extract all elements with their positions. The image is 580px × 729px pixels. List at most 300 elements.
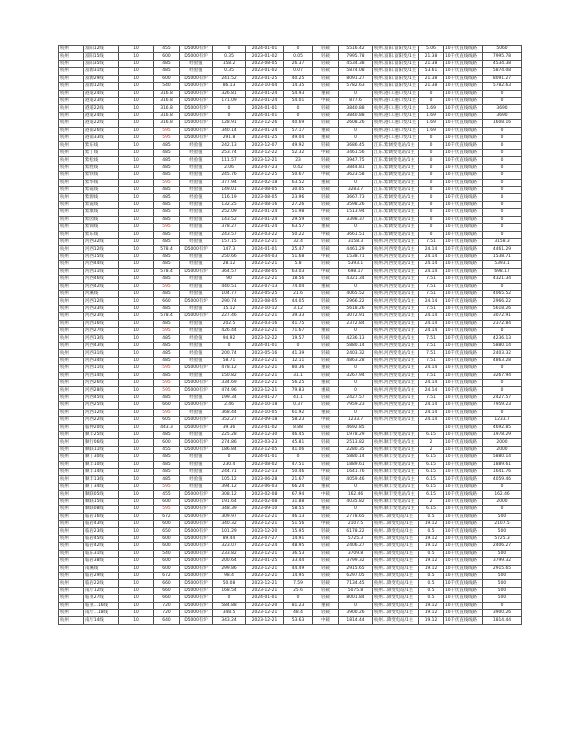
table-row — [59, 357, 522, 364]
table-cell: 轻载 — [313, 587, 339, 594]
table-cell: 杭州 — [59, 179, 84, 186]
table-cell: 重载 — [313, 365, 339, 372]
table-cell: 10千伏直线线路 — [444, 335, 483, 342]
table-cell: 32.4 — [284, 238, 313, 245]
table-cell: 3661.51 — [339, 231, 373, 238]
table-cell: 63.52 — [284, 179, 313, 186]
table-cell: 河西42线 — [84, 283, 119, 290]
table-cell: 14.91 — [284, 535, 313, 542]
table-cell: 10 — [119, 587, 154, 594]
table-cell: 485 — [154, 461, 180, 468]
table-cell: 2023-02-08 — [246, 491, 284, 498]
table-cell: 116.19 — [213, 194, 246, 201]
table-cell: 轻载 — [313, 246, 339, 253]
table-cell: 10 — [119, 320, 154, 327]
table-cell: 0 — [419, 90, 444, 97]
table-cell: 10千伏直线线路 — [444, 602, 483, 609]
table-cell: 4035.82 — [339, 498, 373, 505]
table-cell: 杭州 — [59, 216, 84, 223]
table-cell: 重载 — [313, 387, 339, 394]
table-cell: 71.67 — [284, 328, 313, 335]
table-cell: 1.69 — [419, 105, 444, 112]
table-cell: 经验值 — [180, 68, 213, 75]
table-cell: 2403.32 — [339, 350, 373, 357]
table-cell: 顺丰10线 — [84, 461, 119, 468]
table-cell: 10千伏直线线路 — [444, 112, 483, 119]
table-cell: 2023-05-16 — [246, 350, 284, 357]
table-cell: 4534.38 — [483, 60, 522, 67]
table-cell: 455 — [154, 446, 180, 453]
table-row — [59, 83, 522, 90]
table-cell: 10 — [119, 97, 154, 104]
table-cell: 河西45线 — [84, 394, 119, 401]
table-cell: 10千伏直线线路 — [444, 491, 483, 498]
table-cell: 杭州 — [59, 246, 84, 253]
table-cell: 经验值 — [180, 224, 213, 231]
table-cell: 877.6 — [339, 97, 373, 104]
table-cell: 308.12 — [213, 491, 246, 498]
table-cell: 6.15 — [419, 483, 444, 490]
table-cell: 0 — [339, 409, 373, 416]
table-cell: 485 — [154, 276, 180, 283]
table-row — [59, 506, 522, 513]
table-cell: 经验值 — [180, 261, 213, 268]
table-cell: 28.12 — [213, 261, 246, 268]
table-cell: 5060 — [483, 46, 522, 53]
table-cell: 杭州 — [59, 372, 84, 379]
table-cell: 147.3 — [213, 246, 246, 253]
table-cell: 10千伏直线线路 — [444, 617, 483, 624]
table-cell: 80.36 — [284, 365, 313, 372]
table-cell: 杭州 — [59, 120, 84, 127]
table-cell: 2.46 — [213, 402, 246, 409]
table-cell: 316.8 — [154, 97, 180, 104]
table-cell: 轻载 — [313, 424, 339, 431]
table-cell: 640 — [154, 617, 180, 624]
table-cell: 3709.8 — [339, 550, 373, 557]
table-cell: 21.38 — [419, 75, 444, 82]
table-cell: 2023-03-23 — [246, 439, 284, 446]
table-cell: 1641.76 — [339, 469, 373, 476]
table-cell — [419, 424, 444, 431]
table-cell: 202.5 — [213, 320, 246, 327]
table-cell: 顺联08线 — [84, 506, 119, 513]
table-cell: 1889.61 — [483, 461, 522, 468]
table-cell: 10千伏直线线路 — [444, 476, 483, 483]
table-cell: 10千伏直线线路 — [444, 394, 483, 401]
table-cell: 南厅12线 — [84, 587, 119, 594]
table-cell: 2915.65 — [483, 565, 522, 572]
table-cell: 10 — [119, 305, 154, 312]
table-row — [59, 595, 522, 602]
table-cell: 杭州.河西变电站/1主 — [373, 276, 419, 283]
table-cell: 53.63 — [284, 617, 313, 624]
table-cell: 2023-06-28 — [246, 476, 284, 483]
table-cell: 经验值 — [180, 454, 213, 461]
table-cell: 10 — [119, 402, 154, 409]
table-cell: 港道22线 — [84, 105, 119, 112]
table-cell: 10 — [119, 164, 154, 171]
table-cell: 经验值 — [180, 350, 213, 357]
table-cell: 600 — [154, 439, 180, 446]
table-cell: 0 — [339, 90, 373, 97]
table-cell: 230.4 — [213, 461, 246, 468]
table-cell: 经验值 — [180, 179, 213, 186]
table-row — [59, 417, 522, 424]
table-cell: 0 — [483, 365, 522, 372]
table-cell: 2023-01-02 — [246, 68, 284, 75]
table-row — [59, 431, 522, 438]
table-cell: 3267.94 — [483, 372, 522, 379]
table-cell: 重载 — [313, 328, 339, 335]
table-cell: 10 — [119, 543, 154, 550]
table-cell: 0 — [419, 194, 444, 201]
table-cell: D5000有炉 — [180, 53, 213, 60]
table-cell: 杭州 — [59, 595, 84, 602]
table-cell: D5000有炉 — [180, 550, 213, 557]
table-cell: 0 — [483, 172, 522, 179]
table-cell: 5782.63 — [339, 83, 373, 90]
table-cell: 杭州.富阳.富阳变/1主 — [373, 75, 419, 82]
table-cell: 临岩23线 — [84, 528, 119, 535]
table-cell: 10 — [119, 75, 154, 82]
table-cell: 轻载 — [313, 335, 339, 342]
table-cell: 轻载 — [313, 439, 339, 446]
table-cell: 河西26线 — [84, 379, 119, 386]
table-cell: 10千伏直线线路 — [444, 157, 483, 164]
table-cell: 江东.紫阔变电站/1主 — [373, 231, 419, 238]
table-cell: 23.96 — [284, 194, 313, 201]
table-cell: 经验值 — [180, 276, 213, 283]
table-cell: 杭州.顺丰变电站/1主 — [373, 439, 419, 446]
table-cell: 5.06 — [419, 46, 444, 53]
table-cell: 杭州 — [59, 172, 84, 179]
table-cell: 江东.紫阔变电站/1主 — [373, 164, 419, 171]
table-cell: 杭州.河西变电站/1主 — [373, 350, 419, 357]
table-cell: 150.82 — [213, 372, 246, 379]
table-cell: 485 — [154, 290, 180, 297]
table-cell: 杭州.顺丰变电站/1主 — [373, 476, 419, 483]
table-cell: 经验值 — [180, 157, 213, 164]
table-cell: 1538.71 — [339, 253, 373, 260]
table-cell: 紫华线 — [84, 179, 119, 186]
table-cell: 6.15 — [419, 469, 444, 476]
table-cell: 720 — [154, 610, 180, 617]
table-cell: 10 — [119, 246, 154, 253]
table-cell: 63.03 — [284, 268, 313, 275]
table-cell: 杭州 — [59, 565, 84, 572]
table-cell: 南溪线 — [84, 565, 119, 572]
table-cell: 0 — [284, 595, 313, 602]
table-cell: 5880.14 — [339, 342, 373, 349]
table-row — [59, 298, 522, 305]
table-cell: 临岩29线 — [84, 572, 119, 579]
table-cell: 24.14 — [419, 379, 444, 386]
table-cell: 5393.1 — [339, 261, 373, 268]
table-cell: 杭州.河西变电站/1主 — [373, 261, 419, 268]
table-cell: 44.05 — [284, 298, 313, 305]
table-cell: 轻载 — [313, 595, 339, 602]
table-cell: 港南33线 — [84, 135, 119, 142]
table-cell: 584.88 — [213, 602, 246, 609]
table-cell: 杭州.河西变电站/1主 — [373, 320, 419, 327]
table-cell: 中载 — [313, 268, 339, 275]
table-cell: 杭州 — [59, 105, 84, 112]
table-cell: 河溪线 — [84, 290, 119, 297]
table-cell: 4321.34 — [483, 276, 522, 283]
table-cell: 10千伏直线线路 — [444, 387, 483, 394]
table-cell: 10千伏直线线路 — [444, 172, 483, 179]
table-cell: 15.95 — [284, 528, 313, 535]
table-cell: 2023-10-04 — [246, 83, 284, 90]
table-cell: 2024-01-01 — [246, 105, 284, 112]
table-cell: 中载 — [313, 149, 339, 156]
table-cell: 595 — [154, 483, 180, 490]
table-cell: 101.29 — [213, 528, 246, 535]
table-cell: 杭州...降变电站/1主 — [373, 565, 419, 572]
table-cell: 杭州.富阳.富阳变/1主 — [373, 53, 419, 60]
table-cell: 杭州.河西变电站/1主 — [373, 283, 419, 290]
table-cell: 10千伏直线线路 — [444, 365, 483, 372]
table-cell: 顺丰25线 — [84, 431, 119, 438]
table-cell: 2023-12-21 — [246, 550, 284, 557]
table-cell: 10 — [119, 157, 154, 164]
table-cell: 杭州.港口.港口变/1主 — [373, 112, 419, 119]
table-cell: 10 — [119, 68, 154, 75]
table-cell: 2023-01-24 — [246, 216, 284, 223]
table-row — [59, 602, 522, 609]
table-cell: 杭州.港口.港口变/1主 — [373, 90, 419, 97]
table-cell: 杭州 — [59, 431, 84, 438]
table-cell: 10千伏直线线路 — [444, 506, 483, 513]
table-cell: 河西11线 — [84, 268, 119, 275]
table-cell: 7.51 — [419, 276, 444, 283]
table-cell: 杭州 — [59, 491, 84, 498]
table-cell: 顺丁30线 — [84, 454, 119, 461]
table-cell: 杭州 — [59, 476, 84, 483]
table-cell: 19.12 — [419, 543, 444, 550]
table-cell: 7.51 — [419, 394, 444, 401]
table-cell: 10 — [119, 231, 154, 238]
table-row — [59, 261, 522, 268]
table-cell: 1.69 — [419, 127, 444, 134]
table-cell: 244.71 — [213, 469, 246, 476]
table-cell: 595 — [154, 379, 180, 386]
table-cell: 10 — [119, 335, 154, 342]
table-cell: 10千伏直线线路 — [444, 328, 483, 335]
table-cell: 2023-12-21 — [246, 572, 284, 579]
table-cell: 316.8 — [154, 112, 180, 119]
table-cell: 0 — [483, 216, 522, 223]
table-cell: 672 — [154, 513, 180, 520]
table-cell: 485 — [154, 187, 180, 194]
table-cell: 10 — [119, 60, 154, 67]
table-cell: 经验值 — [180, 320, 213, 327]
table-cell: 14.35 — [284, 83, 313, 90]
table-cell: 24.14 — [419, 261, 444, 268]
table-cell: 24.14 — [419, 402, 444, 409]
table-cell: 轻载 — [313, 60, 339, 67]
table-cell: 2024-01-01 — [246, 342, 284, 349]
table-cell: 52.32 — [284, 149, 313, 156]
table-cell: 720 — [154, 602, 180, 609]
table-cell: 港道24线 — [84, 90, 119, 97]
table-cell: 39.33 — [284, 313, 313, 320]
table-cell: 595 — [154, 328, 180, 335]
table-cell: 672 — [154, 572, 180, 579]
table-cell: 10 — [119, 372, 154, 379]
table-cell: 2023-12-21 — [246, 261, 284, 268]
table-cell: 重载 — [313, 602, 339, 609]
spreadsheet — [58, 45, 521, 625]
table-cell: 4692.85 — [339, 424, 373, 431]
table-cell: 1814.44 — [339, 617, 373, 624]
table-cell: 600 — [154, 521, 180, 528]
table-cell: 10 — [119, 409, 154, 416]
table-cell: 2023-02-08 — [246, 498, 284, 505]
table-cell: 485 — [154, 305, 180, 312]
table-cell: 0.5 — [419, 595, 444, 602]
table-cell: 中载 — [313, 209, 339, 216]
table-cell: 10 — [119, 90, 154, 97]
table-cell: 40.69 — [284, 120, 313, 127]
table-cell: 29.59 — [284, 216, 313, 223]
table-row — [59, 179, 522, 186]
table-cell: 杭州.顺丰变电站/1主 — [373, 431, 419, 438]
table-cell: 10 — [119, 149, 154, 156]
table-cell: 50.67 — [284, 172, 313, 179]
table-cell: D5000有炉 — [180, 602, 213, 609]
table-cell: 河西28线 — [84, 387, 119, 394]
table-cell: 343.24 — [213, 617, 246, 624]
table-row — [59, 320, 522, 327]
table-cell: 杭州.河西变电站/1主 — [373, 365, 419, 372]
table-cell: 200.64 — [213, 558, 246, 565]
table-cell: 紫霞线 — [84, 201, 119, 208]
table-cell: 24.14 — [419, 253, 444, 260]
table-cell: 轻载 — [313, 543, 339, 550]
table-cell: 杭州 — [59, 610, 84, 617]
table-cell: 杭州.富阳.富阳变/1主 — [373, 68, 419, 75]
table-cell: 轻载 — [313, 610, 339, 617]
table-cell: 2023-09-18 — [246, 417, 284, 424]
table-cell: 143.52 — [213, 216, 246, 223]
table-cell: 临岩16线 — [84, 513, 119, 520]
table-cell: 2023-12-21 — [246, 617, 284, 624]
table-cell: 660 — [154, 580, 180, 587]
table-cell: 2023-12-21 — [246, 313, 284, 320]
table-cell: 578.4 — [154, 246, 180, 253]
table-cell: 杭州 — [59, 402, 84, 409]
table-cell: 2024-01-01 — [246, 246, 284, 253]
table-cell: 河西16线 — [84, 320, 119, 327]
table-cell: 10 — [119, 313, 154, 320]
table-cell: 重载 — [313, 506, 339, 513]
table-cell: 63.57 — [284, 224, 313, 231]
table-cell: D5000有炉 — [180, 543, 213, 550]
table-cell: 2023-01-25 — [246, 558, 284, 565]
table-cell: 10千伏直线线路 — [444, 135, 483, 142]
table-cell: 经验值 — [180, 483, 213, 490]
table-cell: 49.04 — [284, 135, 313, 142]
table-cell: 6297.05 — [339, 572, 373, 579]
table-cell: 杭州.顺丰变电站/1主 — [373, 491, 419, 498]
table-cell: D5000有炉 — [180, 135, 213, 142]
table-cell: 杭州 — [59, 387, 84, 394]
table-cell: 轻载 — [313, 320, 339, 327]
table-cell: 0 — [339, 179, 373, 186]
table-cell: 7995.78 — [483, 53, 522, 60]
table-cell: 0.35 — [213, 53, 246, 60]
table-cell: 2406.27 — [339, 543, 373, 550]
table-cell: 10千伏直线线路 — [444, 127, 483, 134]
table-cell: 重载 — [313, 127, 339, 134]
table-cell: 轻载 — [313, 164, 339, 171]
table-cell: 323.07 — [213, 543, 246, 550]
table-cell: 5725.3 — [483, 535, 522, 542]
table-cell: 186.84 — [213, 446, 246, 453]
table-cell: 25.47 — [284, 246, 313, 253]
table-cell: 经验值 — [180, 476, 213, 483]
table-cell: 经验值 — [180, 328, 213, 335]
table-row — [59, 476, 522, 483]
table-cell: 轻载 — [313, 350, 339, 357]
table-cell: D5000有炉 — [180, 298, 213, 305]
table-cell: 66.24 — [284, 483, 313, 490]
table-cell: 485 — [154, 335, 180, 342]
table-cell: 3840.88 — [339, 105, 373, 112]
table-cell: 3072.91 — [483, 313, 522, 320]
table-cell: 经验值 — [180, 201, 213, 208]
table-cell: 600 — [154, 498, 180, 505]
table-cell: 5.8 — [284, 261, 313, 268]
table-cell: 2023-12-21 — [246, 521, 284, 528]
table-cell: 2023-03-16 — [246, 320, 284, 327]
table-cell: 394.12 — [213, 483, 246, 490]
table-cell: 杭州...降变电站/1主 — [373, 587, 419, 594]
table-cell: 杭州...降变电站/1主 — [373, 543, 419, 550]
table-cell: 杭州.港口.港口变/1主 — [373, 127, 419, 134]
table-cell: 6.15 — [419, 506, 444, 513]
table-cell: 0.42 — [284, 164, 313, 171]
table-cell: 2372.84 — [339, 320, 373, 327]
table-cell: 4863.28 — [483, 357, 522, 364]
table-cell: D5000有炉 — [180, 105, 213, 112]
table-cell: 经验值 — [180, 142, 213, 149]
table-cell: 10 — [119, 350, 154, 357]
table-row — [59, 328, 522, 335]
table-cell: 485 — [154, 454, 180, 461]
table-row — [59, 617, 522, 624]
table-cell: 轻载 — [313, 535, 339, 542]
table-cell: 8091.27 — [483, 75, 522, 82]
table-cell: 2023-12-25 — [246, 172, 284, 179]
table-cell: 10千伏直线线路 — [444, 565, 483, 572]
table-row — [59, 469, 522, 476]
table-cell: 河西31线 — [84, 350, 119, 357]
table-cell: 0 — [419, 135, 444, 142]
table-cell: 168.54 — [213, 587, 246, 594]
table-cell: 10 — [119, 602, 154, 609]
table-row — [59, 68, 522, 75]
table-cell: 0 — [483, 483, 522, 490]
table-cell: 595 — [154, 224, 180, 231]
table-cell: 轻载 — [313, 201, 339, 208]
table-cell: 0 — [483, 283, 522, 290]
table-cell: 2023-12-22 — [246, 149, 284, 156]
table-cell: 6.15 — [419, 476, 444, 483]
table-cell: 杭州 — [59, 469, 84, 476]
